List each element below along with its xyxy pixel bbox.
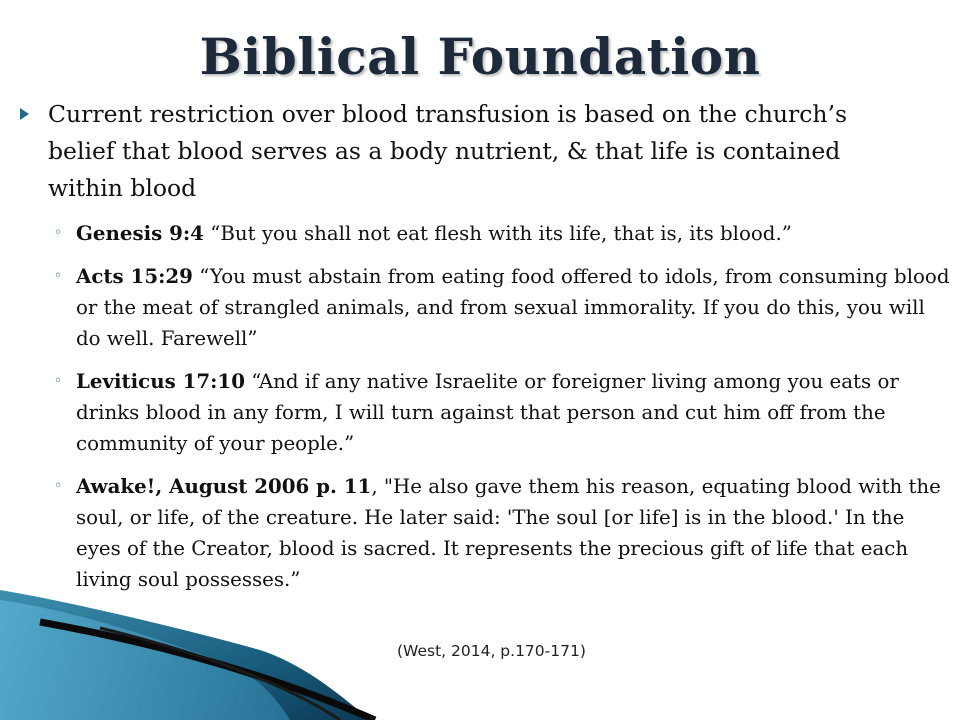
circle-bullet-icon: ◦ [54, 478, 63, 494]
sub-bullet-list [54, 218, 954, 607]
main-bullet-text: Current restriction over blood transfusion is based on the church’s belief that blood serves as a body nutrient, & that life is contained within blood [48, 100, 848, 202]
publication-reference: Awake!, August 2006 p. 11 [76, 474, 372, 498]
scripture-reference: Genesis 9:4 [76, 221, 204, 245]
scripture-reference: Leviticus 17:10 [76, 369, 245, 393]
sub-bullet-acts [54, 261, 954, 354]
quote-text: “And if any native Israelite or foreigner living among you eats or drinks blood in any form, I will turn against that person and cut him off from the community of your people.” [76, 370, 899, 455]
circle-bullet-icon: ◦ [54, 225, 63, 241]
slide-title: Biblical Foundation [199, 27, 761, 86]
scripture-reference: Acts 15:29 [76, 264, 193, 288]
sub-bullet-awake [54, 471, 954, 595]
quote-text: “But you shall not eat flesh with its life, that is, its blood.” [203, 222, 792, 245]
circle-bullet-icon: ◦ [54, 373, 63, 389]
citation: (West, 2014, p.170-171) [397, 642, 586, 660]
circle-bullet-icon: ◦ [54, 268, 63, 284]
arrow-right-icon [20, 108, 29, 120]
quote-text: “You must abstain from eating food offered to idols, from consuming blood or the meat of strangled animals, and from sexual immorality. If you do this, you will do well. Farewell” [76, 265, 950, 350]
quote-text: , "He also gave them his reason, equating blood with the soul, or life, of the creature. He later said: 'The soul [or life] is in the blood.' In the eyes of the Creator, blood is sacred. It represents the precious gift of life that each living soul possesses.” [76, 475, 941, 591]
sub-bullet-leviticus [54, 366, 954, 459]
sub-bullet-genesis [54, 218, 954, 249]
